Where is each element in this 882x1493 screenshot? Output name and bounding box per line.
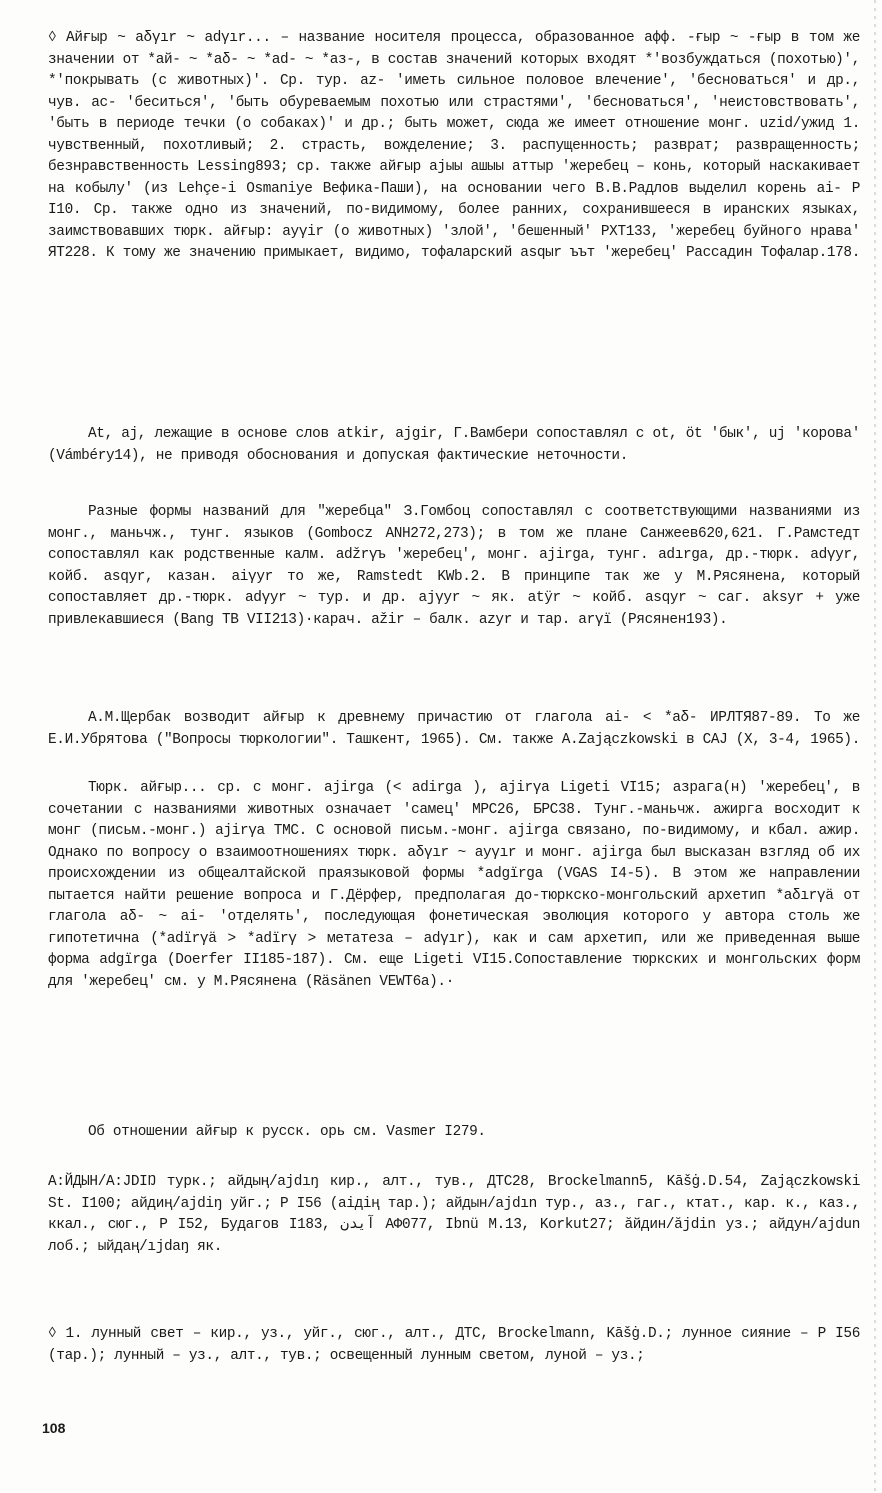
paragraph-turkic-mongolic: Тюрк. айғыр... ср. с монг. ajirga (< adirga ), ajirγa Ligeti VI15; азрага(н) 'жеребец', в сочетании с названиями животных означает 'самец' МРС26, БРС38. Тунг.-маньчж. ажирга восходит к монг (письм.-монг.) ajirγa ТМС. С основой письм.-монг. ajirga связано, по-видимому, и кбал. ажир. Однако по вопросу о взаимоотношениях тюрк. аδγır ~ ayγır и монг. ajirga был высказан взгляд об их происхождении из общеалтайской праязыковой формы *adgïrga (VGAS I4-5). В этом же направлении пытается найти решение вопроса и Г.Дёрфер, предполагая до-тюркско-монгольский архетип *aδırγä от глагола аδ- ~ аі- 'отделять', последующая фонетическая эволюция которого у автора столь же гипотетична (*adïrγä > *adïrγ > метатеза – adγır), как и сам архетип, или же приведенная выше форма adgïrga (Doerfer II185-187). См. еще Ligeti VI15.Сопоставление тюркских и монгольских форм для 'жеребец' см. у М.Рясянена (Räsänen VEWT6a).· [48,780,869,990]
page-number: 108 [42,1420,66,1436]
entry-aidyn-meaning: ◊ 1. лунный свет – кир., уз., уйг., сюг., алт., ДТС, Brockelmann, Kāšġ.D.; лунное сияние – Р І56 (тар.); лунный – уз., алт., тув.; освещенный лунным светом, луной – уз.; [48,1326,869,1364]
page-edge-marks [874,0,876,1493]
entry-aidyn-header: А:ЙДЫН/A:JDIŊ турк.; айдың/ajdıŋ кир., алт., тув., ДТС28, Brockelmann5, Kāšġ.D.54, Zajączkowski St. I100; айдиң/ajdiŋ уйг.; Р І56 (aiдiң тар.); айдын/ajdın тур., аз., гаг., ктат., кар. к., каз., ккал., сюг., Р І52, Будагов І183, آيدن АФ077, Ibnü M.13, Korkut27; ăйдин/ăjdin уз.; айдун/ajdun лоб.; ыйдаң/ıjdaŋ як. [48,1174,869,1255]
paragraph-gombocz: Разные формы названий для "жеребца" З.Гомбоц сопоставлял с соответствующими названиями из монг., маньчж., тунг. языков (Gombocz ANH272,273); в том же плане Санжеев620,621. Г.Рамстедт сопоставлял как родственные калм. adžrγъ 'жеребец', монг. ajirga, тунг. adırga, др.-тюрк. adγyr, койб. asqyr, казан. aiγyr то же, Ramstedt KWb.2. В принципе так же у М.Рясянена, который сопоставляет др.-тюрк. adγyr ~ тур. и др. ajγyr ~ як. atÿr ~ койб. asqyr ~ саг. aksyr + уже привлекавшиеся (Bang TB VII213)·карач. ažir – балк. azyr и тар. arγї (Рясянен193). [48,504,869,628]
paragraph-vambery: At, aj, лежащие в основе слов atkir, ajgir, Г.Вамбери сопоставлял с ot, öt 'бык', uj 'корова' (Vámbéry14), не приводя обоснования и допуская фактические неточности. [48,426,869,464]
paragraph-vasmer: Об отношении айғыр к русск. орь см. Vasmer I279. [88,1124,486,1140]
paragraph-shcherbak: А.М.Щербак возводит айғыр к древнему причастию от глагола аі- < *аδ- ИРЛТЯ87-89. То же Е.И.Убрятова ("Вопросы тюркологии". Ташкент, 1965). См. также A.Zajączkowski в CAJ (X, 3-4, 1965). [48,710,869,748]
paragraph-aigyr-etymology: ◊ Айғыр ~ аδγır ~ adγır... – название носителя процесса, образованное афф. -ғыр ~ -ғыр в том же значении от *ай- ~ *аδ- ~ *ad- ~ *аз-, в состав значений которых входят *'возбуждаться (похотью)', *'покрывать (с животных)'. Ср. тур. az- 'иметь сильное половое влечение', 'бесноваться' и др., чув. ас- 'беситься', 'быть обуреваемым похотью или страстями', 'бесноваться', 'неистовствовать', 'быть в периоде течки (о собаках)' и др.; быть может, сюда же имеет отношение монг. uzid/ужид 1. чувственный, похотливый; 2. страсть, вожделение; 3. распущенность; разврат; развращенность; безнравственность Lessing893; ср. также айғыр ajыы ашыы аттыр 'жеребец – конь, который наскакивает на кобылу' (из Lehçe-i Osmaniye Вефика-Паши), на основании чего В.В.Радлов выделил корень аі- Р І10. Ср. также одно из значений, по-видимому, более ранних, сохранившееся в иранских языках, заимствовавших тюрк. айғыр: ayγir (о животных) 'злой', 'бешенный' РХТ133, 'жеребец буйного нрава' ЯТ228. К тому же значению примыкает, видимо, тофаларский asqыr ъът 'жеребец' Рассадин Тофалар.178. [48,30,869,261]
